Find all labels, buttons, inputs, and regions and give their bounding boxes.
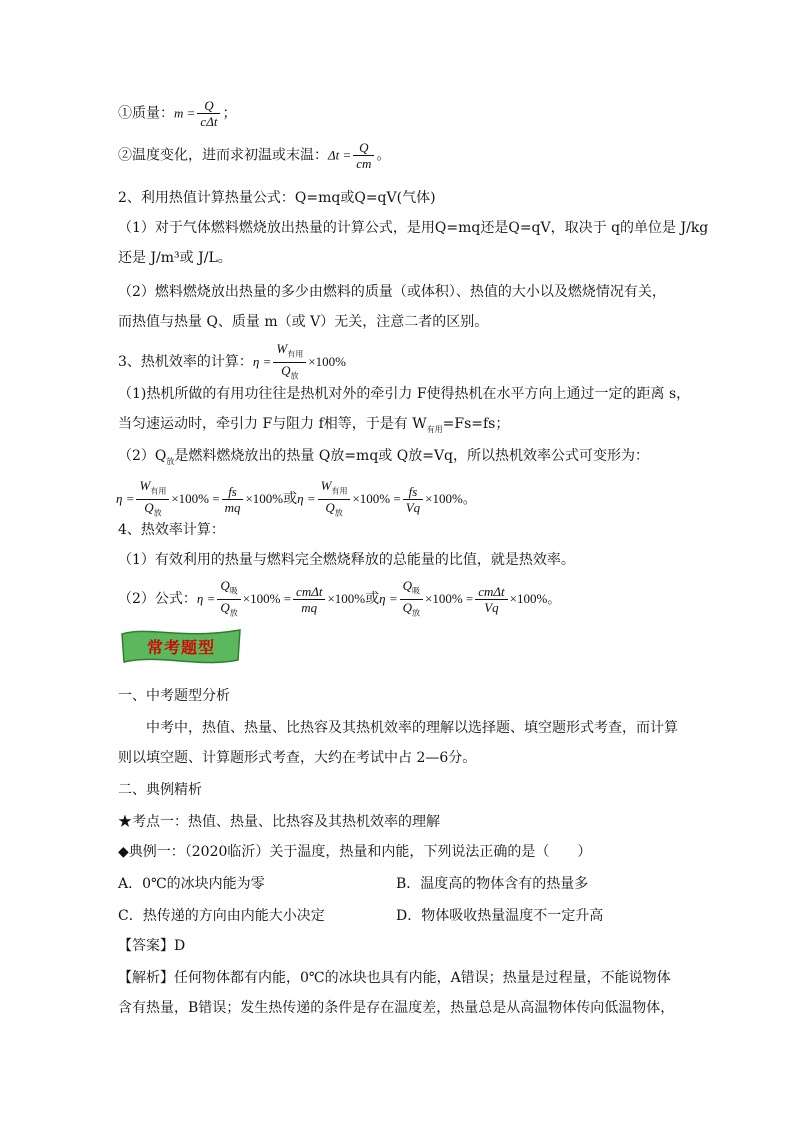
analysis: 【解析】任何物体都有内能，0℃的冰块也具有内能，A错误；热量是过程量，不能说物体 — [118, 970, 671, 986]
paragraph: 而热值与热量 Q、质量 m（或 V）无关，注意二者的区别。 — [118, 314, 489, 330]
paragraph: $(2)Q_放$是燃料燃烧放出的热量 Q放=mq或 Q放=Vq，所以热机效率公式可变形为： — [118, 448, 650, 466]
section-3-title: 3、热机效率的计算：η = $\frac{W_{有用}}{Q_放}$ ×100% — [118, 341, 346, 383]
analysis: 含有热量，B错误；发生热传递的条件是存在温度差，热量总是从高温物体传向低温物体， — [118, 1000, 675, 1016]
efficiency-formula-variants: η = $\frac{W_{有用}}{Q_放}$ ×100% = $\frac{fs}{mq}$ ×100%或η = $\frac{W_{有用}}{Q_放}$ ×100% = $\frac{fs}{Vq}$ ×100%。 — [116, 478, 476, 518]
fraction: $\frac{Q}{cm}$ — [353, 140, 374, 171]
paragraph: （2）燃料燃烧放出热量的多少由燃料的质量（或体积）、热值的大小以及燃烧情况有关， — [118, 284, 666, 300]
option-c: C．热传递的方向由内能大小决定 — [118, 908, 325, 924]
paragraph: （1）有效利用的热量与燃料完全燃烧释放的总能量的比值，就是热效率。 — [118, 552, 575, 568]
formula-temp-change: ②温度变化，进而求初温或末温：Δt = $\frac{Q}{cm}$ 。 — [118, 140, 391, 171]
option-a: A．0℃的冰块内能为零 — [118, 876, 265, 892]
paragraph: 则以填空题、计算题形式考查，大约在考试中占 2—6分。 — [118, 750, 477, 766]
paragraph: 还是 J/m³或 J/L。 — [118, 250, 232, 266]
paragraph: 中考中，热值、热量、比热容及其热机效率的理解以选择题、填空题形式考查，而计算 — [146, 720, 678, 736]
fraction: $\frac{W_{有用}}{Q_放}$ — [273, 341, 306, 383]
option-d: D．物体吸收热量温度不一定升高 — [396, 908, 604, 924]
answer: 【答案】D — [118, 938, 186, 954]
banner-text: 常考题型 — [146, 637, 215, 657]
section-banner — [120, 626, 242, 666]
heat-efficiency-formula: （2）公式：η = $\frac{Q_吸}{Q_放}$ ×100% = $\frac{\text{cmΔt}}{mq}$ ×100%或η = $\frac{Q_吸}{Q_放}$ ×100% = $\frac{\text{cmΔt}}{Vq}$ ×100%。 — [118, 578, 561, 618]
fraction: $\frac{Q}{\text{cΔt}}$ — [197, 98, 220, 129]
part-2-title: 二、典例精析 — [118, 782, 202, 798]
formula-mass: ①质量：m = $\frac{Q}{\text{cΔt}}$ ； — [118, 98, 237, 129]
option-b: B．温度高的物体含有的热量多 — [396, 876, 589, 892]
key-point: ★考点一：热值、热量、比热容及其热机效率的理解 — [118, 814, 440, 830]
section-4-title: 4、热效率计算： — [118, 522, 225, 538]
paragraph: （1）对于气体燃料燃烧放出热量的计算公式，是用Q=mq还是Q=qV，取决于 q的单位是 J/kg — [118, 220, 709, 236]
section-2-title: 2、利用热值计算热量公式：Q=mq或Q=qV(气体) — [118, 190, 436, 206]
part-1-title: 一、中考题型分析 — [118, 688, 230, 704]
paragraph: （1)热机所做的有用功往往是热机对外的牵引力 F使得热机在水平方向上通过一定的距离 s， — [118, 386, 691, 402]
example-question: ◆典例一：（2020临沂）关于温度，热量和内能，下列说法正确的是（ ） — [118, 844, 592, 860]
paragraph: 当匀速运动时，牵引力 F与阻力 f相等，于是有 $W_{有用}=Fs=fs$； — [118, 416, 510, 434]
